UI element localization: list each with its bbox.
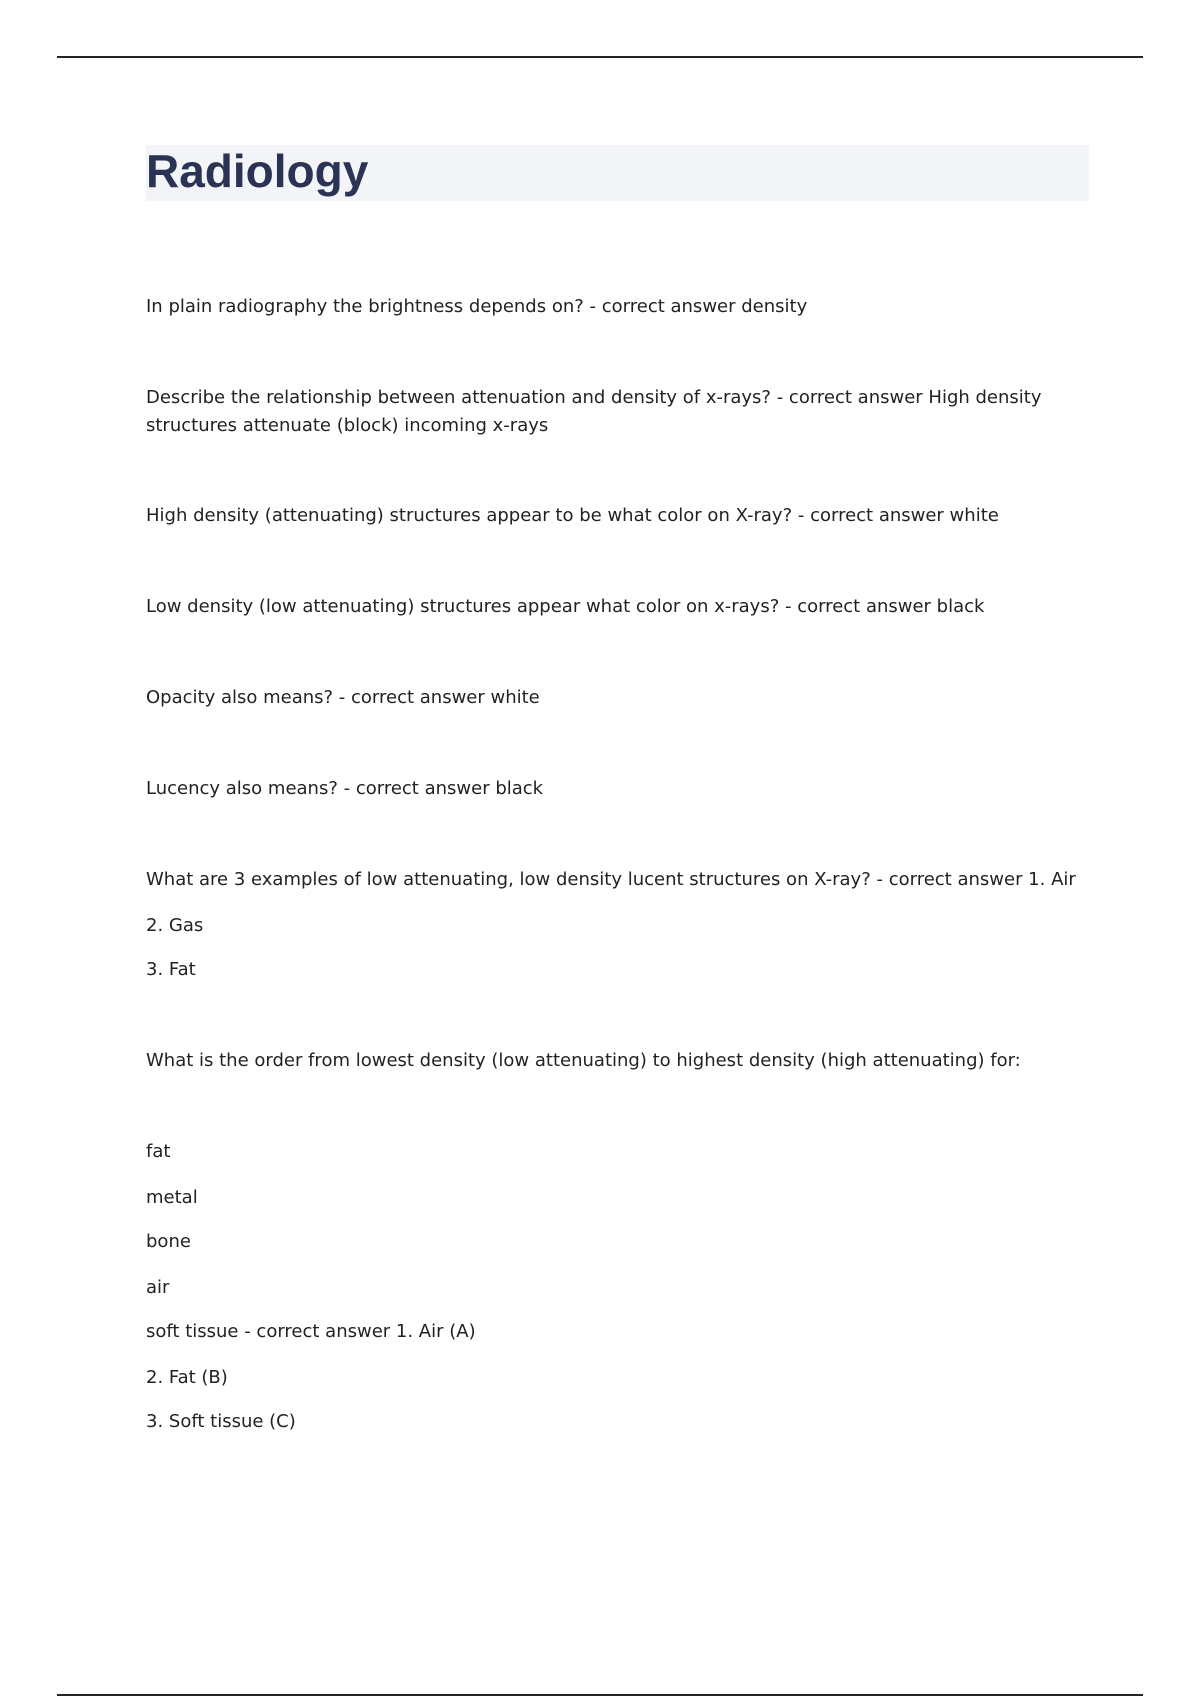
list-item: 2. Fat (B) xyxy=(146,1367,228,1388)
bottom-rule xyxy=(57,1694,1143,1696)
list-item: air xyxy=(146,1277,170,1298)
qa-line: High density (attenuating) structures appear to be what color on X-ray? - correct answer white xyxy=(146,505,999,526)
qa-line: What is the order from lowest density (low attenuating) to highest density (high attenuating) for: xyxy=(146,1050,1021,1071)
page-title: Radiology xyxy=(146,145,369,197)
list-item: fat xyxy=(146,1141,171,1162)
qa-line: Opacity also means? - correct answer white xyxy=(146,687,540,708)
list-item: 2. Gas xyxy=(146,915,204,936)
list-item: 3. Soft tissue (C) xyxy=(146,1411,296,1432)
qa-line: Describe the relationship between attenuation and density of x-rays? - correct answer High density structures attenuate (block) incoming x-rays xyxy=(146,387,1042,436)
qa-line: What are 3 examples of low attenuating, low density lucent structures on X-ray? - correct answer 1. Air xyxy=(146,869,1076,890)
list-item: 3. Fat xyxy=(146,959,196,980)
qa-line: Lucency also means? - correct answer black xyxy=(146,778,544,799)
list-item: bone xyxy=(146,1231,191,1252)
qa-line: In plain radiography the brightness depends on? - correct answer density xyxy=(146,296,808,317)
top-rule xyxy=(57,56,1143,58)
list-item: metal xyxy=(146,1187,198,1208)
qa-line: soft tissue - correct answer 1. Air (A) xyxy=(146,1321,476,1342)
qa-line: Low density (low attenuating) structures appear what color on x-rays? - correct answer black xyxy=(146,596,985,617)
